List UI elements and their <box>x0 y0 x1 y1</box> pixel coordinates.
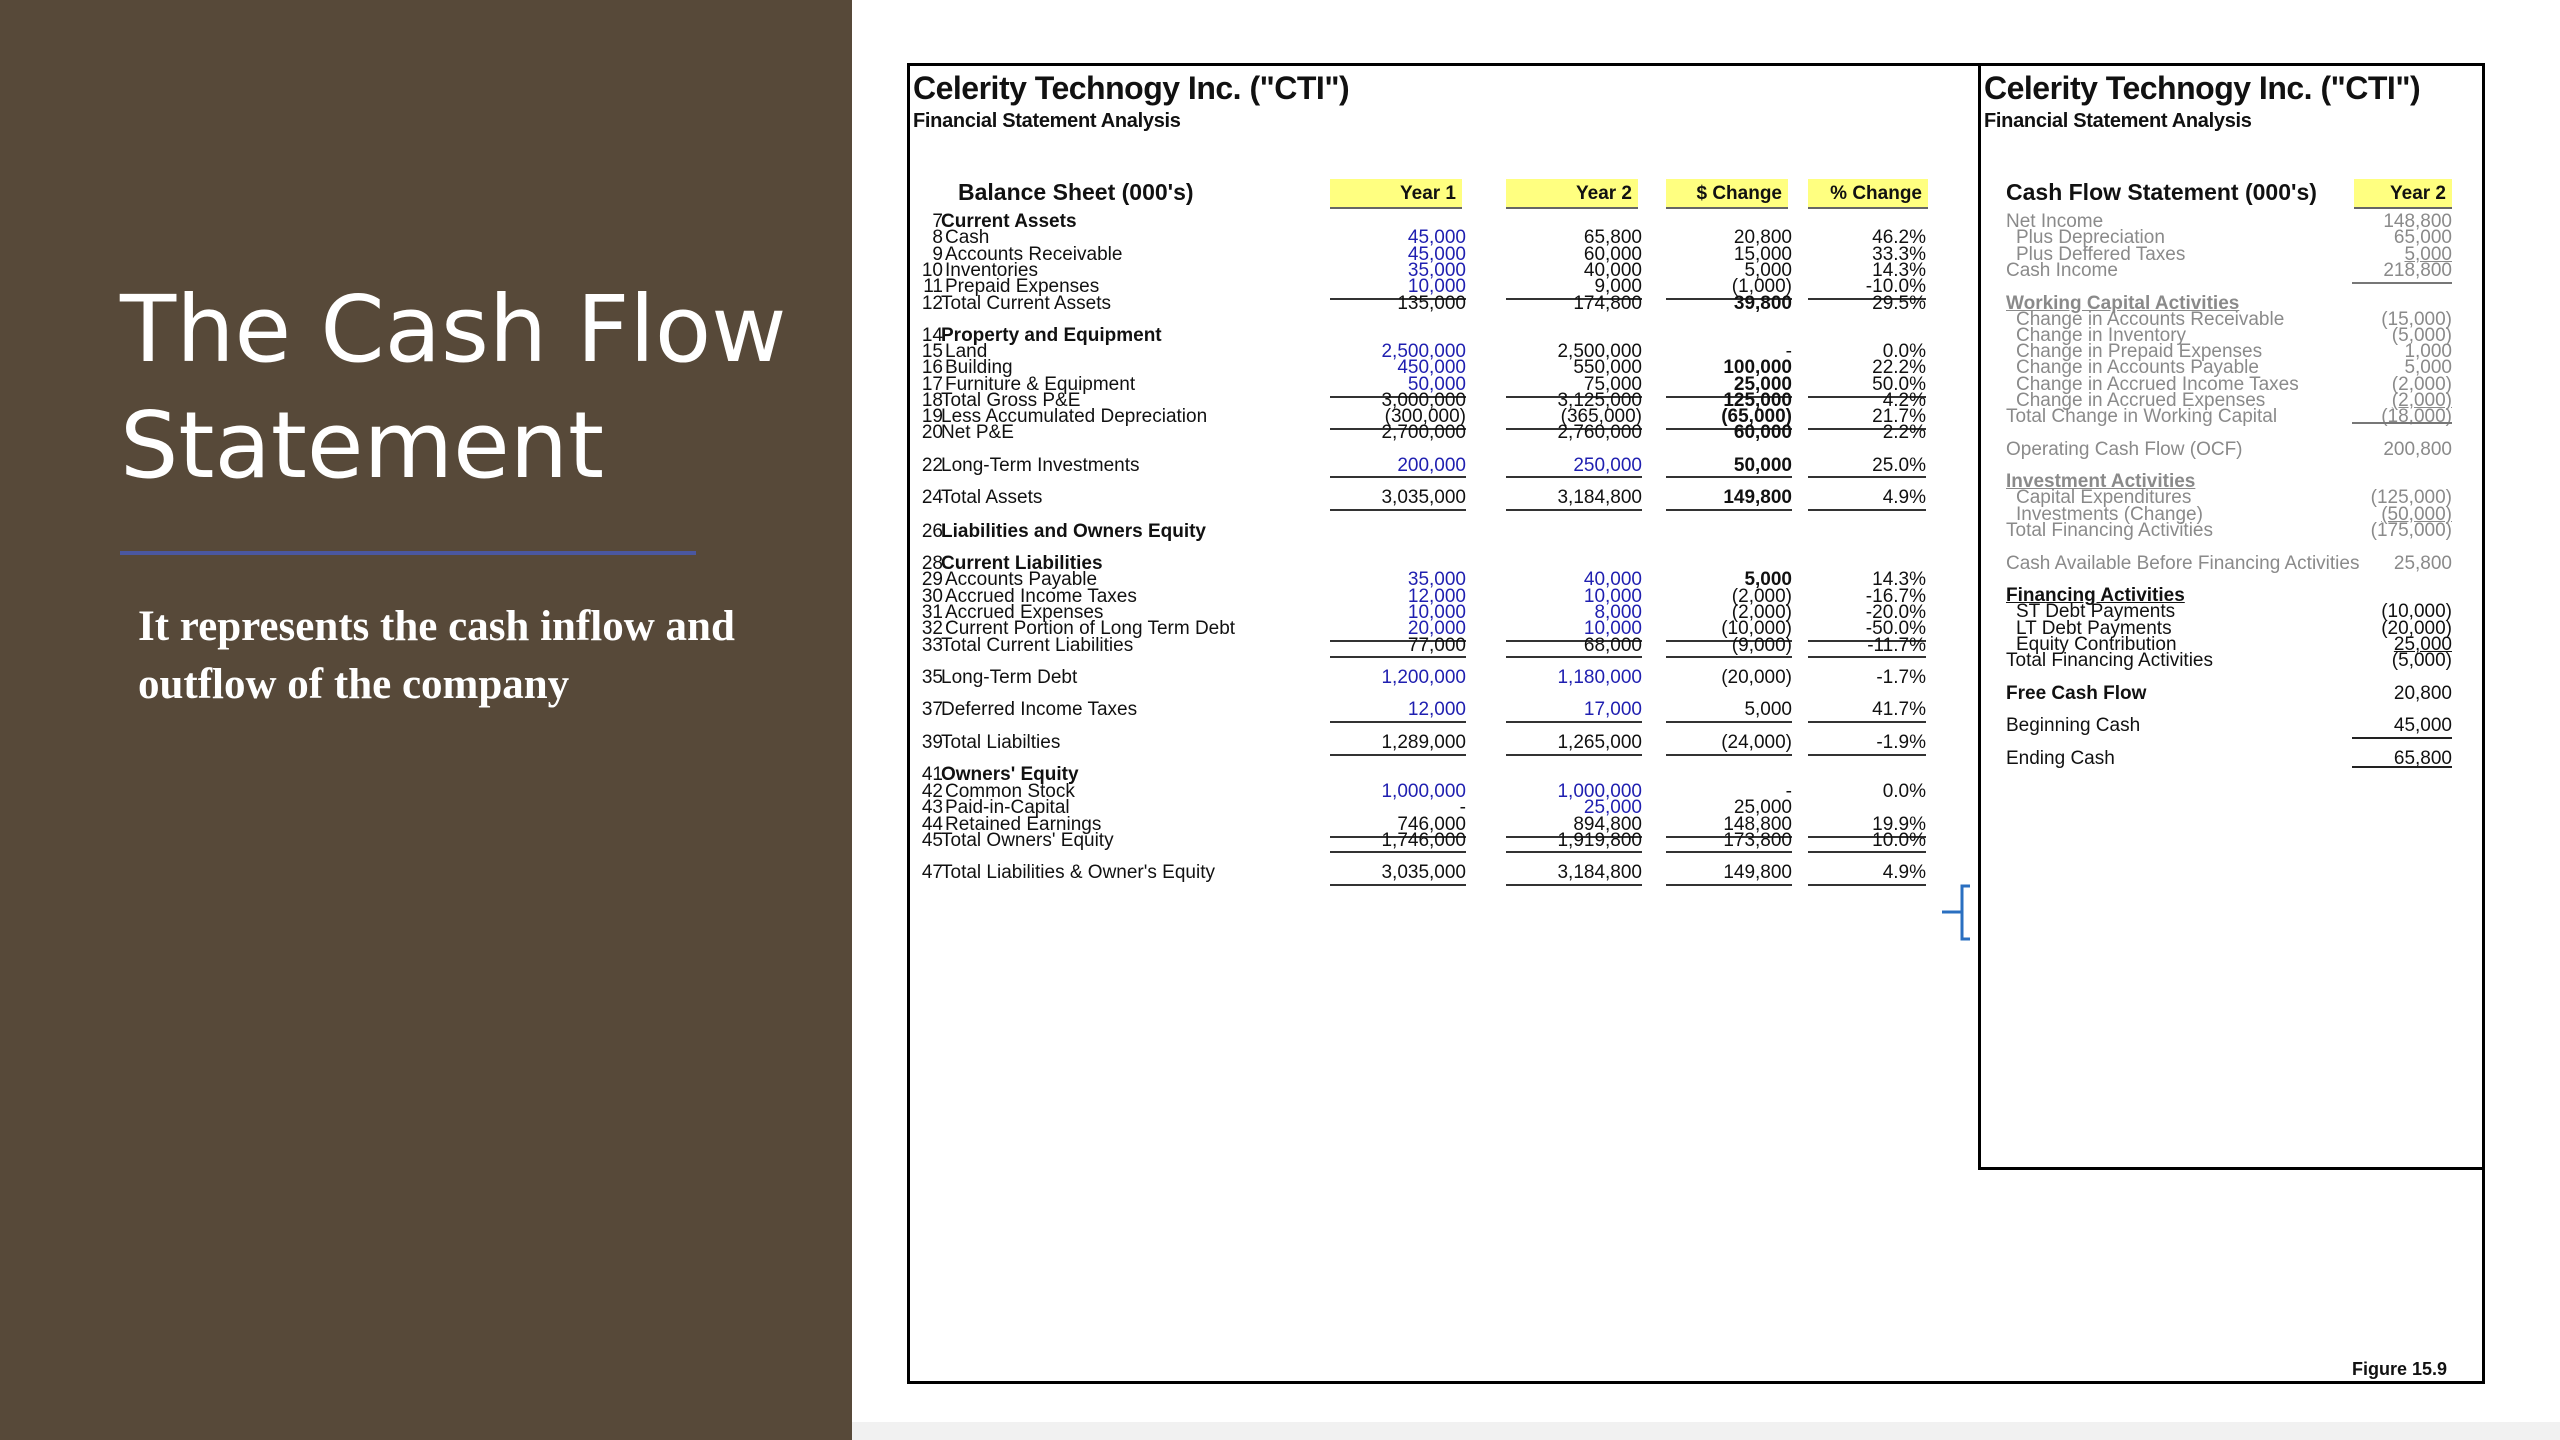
balance-cell-pct: 46.2% <box>1872 227 1926 248</box>
balance-cell-y1: - <box>1459 797 1466 818</box>
balance-cell-chg: 148,800 <box>1723 814 1792 835</box>
balance-cell-chg: 149,800 <box>1723 487 1792 508</box>
total-rule <box>1506 476 1642 478</box>
balance-cell-y1: 746,000 <box>1397 814 1466 835</box>
balance-row-number: 16 <box>921 357 943 378</box>
cash-flow-row-value: (20,000) <box>2381 618 2452 639</box>
balance-row-number: 20 <box>921 422 943 443</box>
balance-cell-y1: 10,000 <box>1407 276 1466 297</box>
cash-flow-row-label: Change in Inventory <box>2016 325 2187 346</box>
cash-flow-row-value: (18,000) <box>2381 406 2452 427</box>
cash-flow-row-value: 1,000 <box>2404 341 2452 362</box>
cash-flow-row-label: Capital Expenditures <box>2016 487 2192 508</box>
cash-flow-heading: Cash Flow Statement (000's) <box>2006 179 2317 205</box>
cash-flow-row-label: Total Change in Working Capital <box>2006 406 2278 427</box>
balance-row-label: Accounts Payable <box>945 569 1098 590</box>
balance-cell-pct: -1.9% <box>1876 732 1926 753</box>
balance-row-number: 35 <box>921 667 943 688</box>
balance-cell-chg: 25,000 <box>1733 797 1792 818</box>
balance-cell-y1: 2,500,000 <box>1381 341 1466 362</box>
cash-flow-row-value: (10,000) <box>2381 601 2452 622</box>
balance-row-number: 47 <box>921 862 943 883</box>
balance-cell-y2: 8,000 <box>1594 602 1642 623</box>
balance-row-label: Current Portion of Long Term Debt <box>945 618 1236 639</box>
cash-flow-row-label: Free Cash Flow <box>2006 683 2147 704</box>
balance-row-number: 45 <box>921 830 943 851</box>
balance-cell-chg: 5,000 <box>1744 260 1792 281</box>
balance-row-number: 12 <box>921 293 943 314</box>
balance-cell-y2: 1,265,000 <box>1557 732 1642 753</box>
title-underline <box>120 551 696 555</box>
balance-row-label: Long-Term Investments <box>941 455 1140 476</box>
cash-flow-row-label: Change in Prepaid Expenses <box>2016 341 2263 362</box>
total-rule <box>1506 721 1642 723</box>
total-rule <box>1666 851 1792 853</box>
balance-cell-y1: 1,000,000 <box>1381 781 1466 802</box>
balance-cell-y2: 40,000 <box>1583 569 1642 590</box>
balance-cell-chg: 39,800 <box>1733 293 1792 314</box>
balance-section-label: Property and Equipment <box>941 325 1162 346</box>
balance-row-number: 10 <box>921 260 943 281</box>
balance-cell-pct: -20.0% <box>1865 602 1926 623</box>
balance-row-label: Common Stock <box>945 781 1075 802</box>
balance-row-number: 29 <box>921 569 943 590</box>
balance-row-label: Cash <box>945 227 990 248</box>
total-rule <box>1666 476 1792 478</box>
balance-cell-chg: 125,000 <box>1723 390 1792 411</box>
cash-flow-row-value: (5,000) <box>2391 325 2452 346</box>
balance-row-label: Land <box>945 341 988 362</box>
balance-cell-y2: 250,000 <box>1573 455 1642 476</box>
balance-cell-chg: (9,000) <box>1731 635 1792 656</box>
cash-flow-row-label: Change in Accounts Payable <box>2016 357 2259 378</box>
balance-cell-y2: 2,760,000 <box>1557 422 1642 443</box>
balance-cell-y2: 65,800 <box>1583 227 1642 248</box>
column-header-percent-change: % Change <box>1808 179 1928 209</box>
balance-row-label: Total Liabilties <box>941 732 1061 753</box>
cash-flow-row-label: Plus Deffered Taxes <box>2016 244 2186 265</box>
balance-cell-pct: 4.9% <box>1882 487 1926 508</box>
total-rule <box>1330 721 1466 723</box>
balance-row-number: 15 <box>921 341 943 362</box>
balance-cell-chg: 100,000 <box>1723 357 1792 378</box>
total-rule <box>1330 884 1466 886</box>
cash-flow-company: Celerity Technogy Inc. ("CTI") <box>1984 70 2421 106</box>
balance-cell-y1: 12,000 <box>1407 586 1466 607</box>
balance-cell-pct: -1.7% <box>1876 667 1926 688</box>
cash-flow-row-label: Financing Activities <box>2006 585 2185 606</box>
balance-section-label: Owners' Equity <box>941 764 1079 785</box>
cash-flow-row-value: (5,000) <box>2391 650 2452 671</box>
cash-flow-row-label: Change in Accrued Expenses <box>2016 390 2266 411</box>
balance-cell-chg: 149,800 <box>1723 862 1792 883</box>
balance-cell-y1: 450,000 <box>1397 357 1466 378</box>
balance-cell-y1: (300,000) <box>1384 406 1466 427</box>
cash-flow-row-label: Cash Available Before Financing Activities <box>2006 553 2360 574</box>
balance-cell-chg: 5,000 <box>1744 569 1792 590</box>
balance-cell-y1: 200,000 <box>1397 455 1466 476</box>
balance-cell-y2: 1,919,800 <box>1557 830 1642 851</box>
balance-cell-chg: 60,000 <box>1733 422 1792 443</box>
balance-cell-y1: 2,700,000 <box>1381 422 1466 443</box>
balance-cell-y2: 1,180,000 <box>1557 667 1642 688</box>
balance-cell-y2: 17,000 <box>1583 699 1642 720</box>
cash-flow-row-value: 148,800 <box>2383 211 2452 232</box>
balance-cell-pct: -10.0% <box>1865 276 1926 297</box>
balance-cell-chg: 50,000 <box>1733 455 1792 476</box>
cash-flow-row-label: Ending Cash <box>2006 748 2115 769</box>
balance-cell-chg: 15,000 <box>1733 244 1792 265</box>
balance-cell-y2: 2,500,000 <box>1557 341 1642 362</box>
balance-row-label: Total Current Assets <box>941 293 1112 314</box>
balance-row-label: Total Owners' Equity <box>941 830 1114 851</box>
balance-cell-pct: 50.0% <box>1872 374 1926 395</box>
balance-row-number: 42 <box>921 781 943 802</box>
balance-cell-pct: 4.2% <box>1882 390 1926 411</box>
balance-cell-y1: 35,000 <box>1407 260 1466 281</box>
balance-cell-y1: 10,000 <box>1407 602 1466 623</box>
balance-cell-chg: (20,000) <box>1721 667 1792 688</box>
balance-row-label: Prepaid Expenses <box>945 276 1100 297</box>
balance-cell-chg: (2,000) <box>1731 586 1792 607</box>
balance-row-number: 41 <box>921 764 943 785</box>
balance-row-label: Accrued Income Taxes <box>945 586 1137 607</box>
balance-cell-chg: (2,000) <box>1731 602 1792 623</box>
balance-row-label: Inventories <box>945 260 1038 281</box>
cash-flow-row-value: (2,000) <box>2391 374 2452 395</box>
column-header-year-2: Year 2 <box>1506 179 1638 209</box>
cash-flow-row-label: Operating Cash Flow (OCF) <box>2006 439 2243 460</box>
balance-row-label: Accounts Receivable <box>945 244 1123 265</box>
cash-flow-row-value: (2,000) <box>2391 390 2452 411</box>
cash-flow-row-label: Plus Depreciation <box>2016 227 2165 248</box>
balance-sheet-company: Celerity Technogy Inc. ("CTI") <box>913 70 1350 106</box>
balance-cell-y2: 3,125,000 <box>1557 390 1642 411</box>
cash-flow-row-value: 25,800 <box>2393 553 2452 574</box>
balance-cell-chg: 173,800 <box>1723 830 1792 851</box>
balance-row-label: Accrued Expenses <box>945 602 1104 623</box>
cash-flow-row-value: (15,000) <box>2381 309 2452 330</box>
balance-section-label: Liabilities and Owners Equity <box>941 521 1206 542</box>
total-rule <box>1808 851 1926 853</box>
balance-cell-pct: 41.7% <box>1872 699 1926 720</box>
cash-flow-row-label: Cash Income <box>2006 260 2118 281</box>
figure-label: Figure 15.9 <box>2352 1359 2448 1379</box>
total-rule <box>1666 884 1792 886</box>
balance-cell-y2: 40,000 <box>1583 260 1642 281</box>
balance-cell-y2: 60,000 <box>1583 244 1642 265</box>
cash-flow-row-label: Equity Contribution <box>2016 634 2177 655</box>
balance-cell-y2: 550,000 <box>1573 357 1642 378</box>
balance-cell-y2: 3,184,800 <box>1557 862 1642 883</box>
cash-flow-row-label: Total Financing Activities <box>2006 650 2213 671</box>
balance-cell-pct: 22.2% <box>1872 357 1926 378</box>
balance-row-number: 44 <box>921 814 943 835</box>
balance-row-label: Net P&E <box>941 422 1014 443</box>
cash-flow-row-value: 45,000 <box>2393 715 2452 736</box>
balance-row-number: 8 <box>932 227 943 248</box>
balance-row-label: Furniture & Equipment <box>945 374 1136 395</box>
balance-row-label: Paid-in-Capital <box>945 797 1070 818</box>
balance-cell-pct: -16.7% <box>1865 586 1926 607</box>
cash-flow-row-label: Total Financing Activities <box>2006 520 2213 541</box>
balance-row-number: 14 <box>921 325 943 346</box>
balance-row-number: 30 <box>921 586 943 607</box>
balance-row-number: 7 <box>932 211 943 232</box>
cash-flow-rule <box>2352 282 2452 284</box>
balance-row-number: 39 <box>921 732 943 753</box>
total-rule <box>1330 476 1466 478</box>
balance-row-label: Retained Earnings <box>945 814 1102 835</box>
cash-flow-row-label: Net Income <box>2006 211 2104 232</box>
balance-cell-y2: 9,000 <box>1594 276 1642 297</box>
balance-cell-pct: 25.0% <box>1872 455 1926 476</box>
balance-cell-y1: 45,000 <box>1407 227 1466 248</box>
cash-flow-rule <box>2352 737 2452 739</box>
balance-row-number: 37 <box>921 699 943 720</box>
balance-row-number: 18 <box>921 390 943 411</box>
balance-cell-y1: 3,035,000 <box>1381 862 1466 883</box>
cash-flow-analysis: Financial Statement Analysis <box>1984 110 2252 132</box>
balance-cell-y2: 174,800 <box>1573 293 1642 314</box>
balance-cell-pct: 33.3% <box>1872 244 1926 265</box>
balance-cell-chg: (65,000) <box>1721 406 1792 427</box>
balance-cell-y2: 25,000 <box>1583 797 1642 818</box>
balance-row-label: Total Liabilities & Owner's Equity <box>941 862 1215 883</box>
cash-flow-row-label: Change in Accounts Receivable <box>2016 309 2285 330</box>
balance-cell-pct: 14.3% <box>1872 260 1926 281</box>
balance-cell-pct: 0.0% <box>1882 781 1926 802</box>
balance-cell-y2: 894,800 <box>1573 814 1642 835</box>
balance-cell-y2: 68,000 <box>1583 635 1642 656</box>
balance-cell-y2: (365,000) <box>1560 406 1642 427</box>
balance-cell-chg: 25,000 <box>1733 374 1792 395</box>
balance-cell-chg: - <box>1785 781 1792 802</box>
balance-cell-chg: 20,800 <box>1733 227 1792 248</box>
total-rule <box>1506 884 1642 886</box>
cash-flow-row-value: 20,800 <box>2393 683 2452 704</box>
balance-cell-pct: -11.7% <box>1867 635 1926 656</box>
cash-flow-row-value: 65,800 <box>2393 748 2452 769</box>
slide-title: The Cash Flow Statement <box>120 276 787 499</box>
balance-cell-y1: 35,000 <box>1407 569 1466 590</box>
balance-row-number: 32 <box>921 618 943 639</box>
cash-flow-rule <box>2352 766 2452 768</box>
balance-row-label: Total Assets <box>941 487 1043 508</box>
balance-cell-pct: -50.0% <box>1865 618 1926 639</box>
balance-cell-y1: 20,000 <box>1407 618 1466 639</box>
balance-row-label: Total Current Liabilities <box>941 635 1134 656</box>
cash-flow-row-label: Investments (Change) <box>2016 504 2203 525</box>
balance-cell-chg: (10,000) <box>1721 618 1792 639</box>
column-header-year-1: Year 1 <box>1330 179 1462 209</box>
balance-row-number: 26 <box>921 521 943 542</box>
total-rule <box>1808 754 1926 756</box>
balance-section-label: Current Liabilities <box>941 553 1103 574</box>
cash-flow-row-label: Working Capital Activities <box>2006 293 2240 314</box>
subtotal-rule <box>1808 656 1926 658</box>
total-rule <box>1666 754 1792 756</box>
balance-row-number: 9 <box>932 244 943 265</box>
balance-cell-y2: 10,000 <box>1583 618 1642 639</box>
balance-sheet-heading: Balance Sheet (000's) <box>958 179 1194 205</box>
balance-cell-pct: 0.0% <box>1882 341 1926 362</box>
subtotal-rule <box>1330 656 1466 658</box>
balance-cell-chg: 5,000 <box>1744 699 1792 720</box>
cash-flow-row-value: 25,000 <box>2393 634 2452 655</box>
balance-row-label: Total Gross P&E <box>941 390 1081 411</box>
cash-flow-column-header: Year 2 <box>2354 179 2452 209</box>
balance-cell-chg: - <box>1785 341 1792 362</box>
balance-cell-pct: 29.5% <box>1872 293 1926 314</box>
cash-flow-row-label: LT Debt Payments <box>2016 618 2172 639</box>
balance-cell-y2: 3,184,800 <box>1557 487 1642 508</box>
balance-cell-pct: 21.7% <box>1872 406 1926 427</box>
total-rule <box>1666 509 1792 511</box>
balance-row-label: Less Accumulated Depreciation <box>941 406 1208 427</box>
subtotal-rule <box>1666 656 1792 658</box>
balance-cell-pct: 14.3% <box>1872 569 1926 590</box>
cash-flow-row-value: (125,000) <box>2370 487 2452 508</box>
balance-row-label: Building <box>945 357 1013 378</box>
balance-row-number: 11 <box>923 276 943 297</box>
subtotal-rule <box>1506 656 1642 658</box>
total-rule <box>1506 754 1642 756</box>
balance-cell-y1: 77,000 <box>1407 635 1466 656</box>
balance-cell-y1: 3,000,000 <box>1381 390 1466 411</box>
balance-cell-y2: 1,000,000 <box>1557 781 1642 802</box>
cash-flow-row-value: 5,000 <box>2404 244 2452 265</box>
cash-flow-row-label: Investment Activities <box>2006 471 2196 492</box>
total-rule <box>1330 509 1466 511</box>
total-rule <box>1808 721 1926 723</box>
balance-cell-pct: 10.0% <box>1872 830 1926 851</box>
balance-cell-y1: 50,000 <box>1407 374 1466 395</box>
cash-flow-row-label: Beginning Cash <box>2006 715 2141 736</box>
total-rule <box>1808 476 1926 478</box>
cash-flow-row-value: 218,800 <box>2383 260 2452 281</box>
balance-row-number: 19 <box>921 406 943 427</box>
balance-cell-y1: 135,000 <box>1397 293 1466 314</box>
balance-cell-y1: 45,000 <box>1407 244 1466 265</box>
balance-cell-chg: (1,000) <box>1731 276 1792 297</box>
cash-flow-row-value: 200,800 <box>2383 439 2452 460</box>
balance-cell-y1: 12,000 <box>1407 699 1466 720</box>
title-panel <box>0 0 852 1440</box>
balance-cell-y1: 3,035,000 <box>1381 487 1466 508</box>
cash-flow-row-label: Change in Accrued Income Taxes <box>2016 374 2299 395</box>
total-rule <box>1506 509 1642 511</box>
statement-divider <box>1978 66 1981 1167</box>
cash-flow-rule <box>2352 422 2452 424</box>
balance-row-label: Deferred Income Taxes <box>941 699 1138 720</box>
cash-flow-box-bottom <box>1978 1167 2485 1170</box>
slide-subtitle: It represents the cash inflow and outflow of the company <box>138 603 735 708</box>
financial-statement-figure <box>907 63 2485 1384</box>
balance-row-number: 22 <box>921 455 943 476</box>
column-header-dollar-change: $ Change <box>1666 179 1788 209</box>
balance-cell-y1: 1,289,000 <box>1381 732 1466 753</box>
total-rule <box>1330 851 1466 853</box>
balance-cell-pct: 4.9% <box>1882 862 1926 883</box>
balance-row-number: 31 <box>921 602 943 623</box>
balance-cell-chg: (24,000) <box>1721 732 1792 753</box>
total-rule <box>1330 754 1466 756</box>
cash-flow-row-value: (50,000) <box>2381 504 2452 525</box>
balance-cell-pct: 2.2% <box>1882 422 1926 443</box>
balance-cell-y2: 10,000 <box>1583 586 1642 607</box>
cash-flow-row-value: (175,000) <box>2370 520 2452 541</box>
cash-flow-row-label: ST Debt Payments <box>2016 601 2176 622</box>
balance-section-label: Current Assets <box>941 211 1077 232</box>
balance-cell-y2: 75,000 <box>1583 374 1642 395</box>
total-rule <box>1808 884 1926 886</box>
balance-row-number: 17 <box>921 374 943 395</box>
balance-row-number: 43 <box>921 797 943 818</box>
cash-flow-row-value: 5,000 <box>2404 357 2452 378</box>
balance-cell-y1: 1,200,000 <box>1381 667 1466 688</box>
balance-row-number: 24 <box>921 487 943 508</box>
cash-flow-row-value: 65,000 <box>2393 227 2452 248</box>
balance-row-number: 33 <box>921 635 943 656</box>
total-rule <box>1666 721 1792 723</box>
balance-cell-y1: 1,746,000 <box>1381 830 1466 851</box>
balance-sheet-analysis: Financial Statement Analysis <box>913 110 1181 132</box>
total-rule <box>1506 851 1642 853</box>
balance-row-number: 28 <box>921 553 943 574</box>
balance-row-label: Long-Term Debt <box>941 667 1078 688</box>
total-rule <box>1808 509 1926 511</box>
balance-cell-pct: 19.9% <box>1872 814 1926 835</box>
slide-bottom-strip <box>852 1422 2560 1440</box>
bracket-connector <box>1940 884 1980 944</box>
